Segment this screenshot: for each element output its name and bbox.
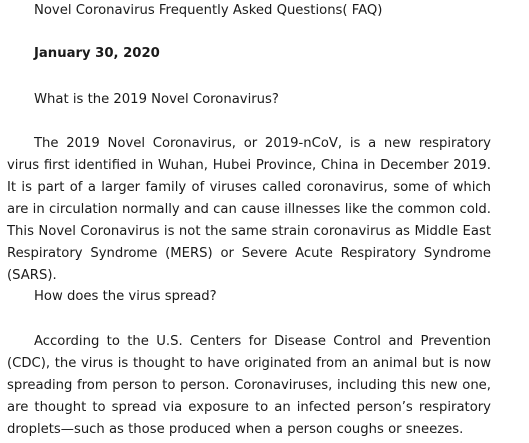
document-title: Novel Coronavirus Frequently Asked Questions( FAQ)	[34, 3, 383, 18]
section-question: What is the 2019 Novel Coronavirus?	[34, 92, 279, 107]
section-question: How does the virus spread?	[34, 289, 217, 304]
section-answer: According to the U.S. Centers for Disease Control and Prevention (CDC), the virus is thought to have originated from an animal but is now spreading from person to person. Coronaviruses, including this new one, are thought to spread via exposure to an infected person’s respiratory droplets—such as those produced when a person coughs or sneezes.	[7, 334, 491, 437]
section-answer: The 2019 Novel Coronavirus, or 2019-nCoV, is a new respiratory virus first identified in Wuhan, Hubei Province, China in December 2019. It is part of a larger family of viruses called coronavirus, some of which are in circulation normally and can cause illnesses like the common cold. This Novel Coronavirus is not the same strain coronavirus as Middle East Respiratory Syndrome (MERS) or Severe Acute Respiratory Syndrome (SARS).	[7, 136, 491, 283]
document-date: January 30, 2020	[34, 46, 160, 61]
